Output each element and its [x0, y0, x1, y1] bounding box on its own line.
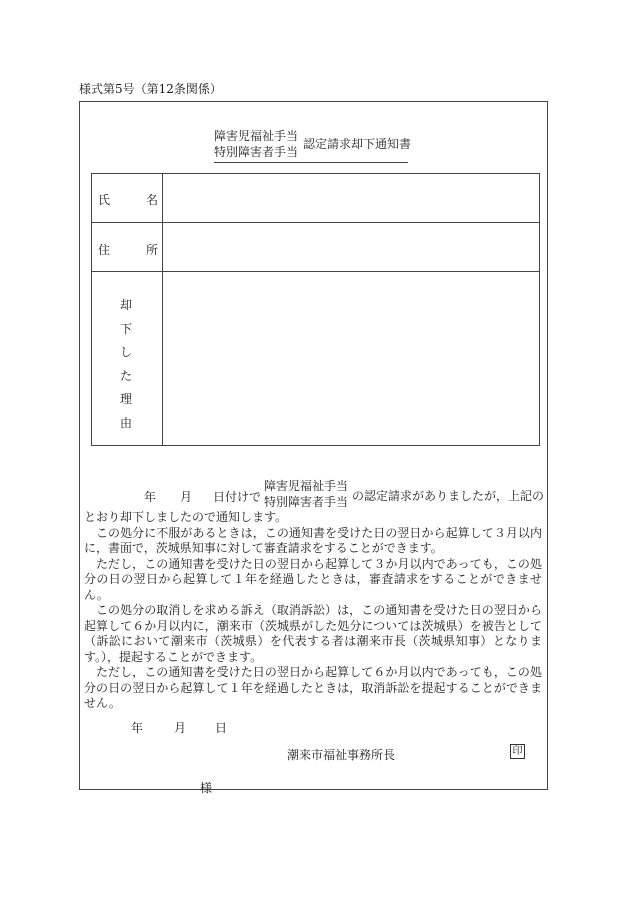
issue-month: 月 — [174, 721, 187, 735]
info-table — [91, 173, 540, 446]
honorific: 様 — [200, 781, 213, 795]
notice-day: 日付けで — [213, 490, 262, 504]
address-label: 住 所 — [98, 243, 159, 257]
notice-paragraph: ただし，この通知書を受けた日の翌日から起算して３か月以内であっても，この処分の日の翌日から起算して１年を経過したときは，審査請求をすることができません。 — [84, 556, 542, 602]
seal-mark: 印 — [510, 744, 525, 759]
office-name: 潮来市福祉事務所長 — [287, 748, 396, 762]
name-label: 氏 名 — [98, 193, 159, 207]
allowance-stack — [264, 478, 348, 510]
notice-after: の認定請求がありましたが，上記の — [352, 489, 545, 503]
issue-day: 日 — [215, 721, 228, 735]
title-stack — [214, 128, 298, 160]
reason-char: 却 — [119, 298, 132, 312]
table-row-divider — [92, 271, 539, 272]
notice-body — [84, 510, 542, 712]
reason-char: 由 — [119, 415, 132, 430]
title-line1: 障害児福祉手当 — [214, 129, 299, 143]
notice-month: 月 — [180, 490, 193, 504]
reason-char: 下 — [119, 321, 132, 336]
notice-paragraph: この処分の取消しを求める訴え（取消訴訟）は，この通知書を受けた日の翌日から起算して６か月以内に，潮来市（茨城県がした処分については茨城県）を被告として（訴訟において潮来市（茨城県）を代表する者は潮来市長（茨城県知事）となります。），提起することができます。 — [84, 603, 542, 664]
title-line2: 特別障害者手当 — [214, 145, 299, 159]
reason-char: 理 — [119, 392, 132, 407]
notice-paragraph: この処分に不服があるときは，この通知書を受けた日の翌日から起算して３月以内に，書面で，茨城県知事に対して審査請求をすることができます。 — [84, 525, 542, 555]
title-underline — [214, 162, 408, 163]
notice-year: 年 — [144, 490, 157, 504]
notice-paragraph: ただし，この通知書を受けた日の翌日から起算して６か月以内であっても，この処分の日の翌日から起算して１年を経過したときは，取消訴訟を提起することができません。 — [84, 665, 542, 710]
reason-label — [119, 294, 133, 436]
allowance-line2: 特別障害者手当 — [264, 495, 349, 509]
allowance-line1: 障害児福祉手当 — [264, 479, 349, 493]
table-column-divider — [162, 174, 163, 445]
reason-char: た — [119, 368, 132, 383]
issue-year: 年 — [131, 721, 144, 735]
title-rest: 認定請求却下通知書 — [303, 137, 412, 151]
form-number: 様式第5号（第12条関係） — [79, 82, 222, 96]
table-row-divider — [92, 222, 539, 223]
notice-continuation: とおり却下しましたので通知します。 — [84, 510, 288, 524]
reason-char: し — [119, 345, 132, 360]
